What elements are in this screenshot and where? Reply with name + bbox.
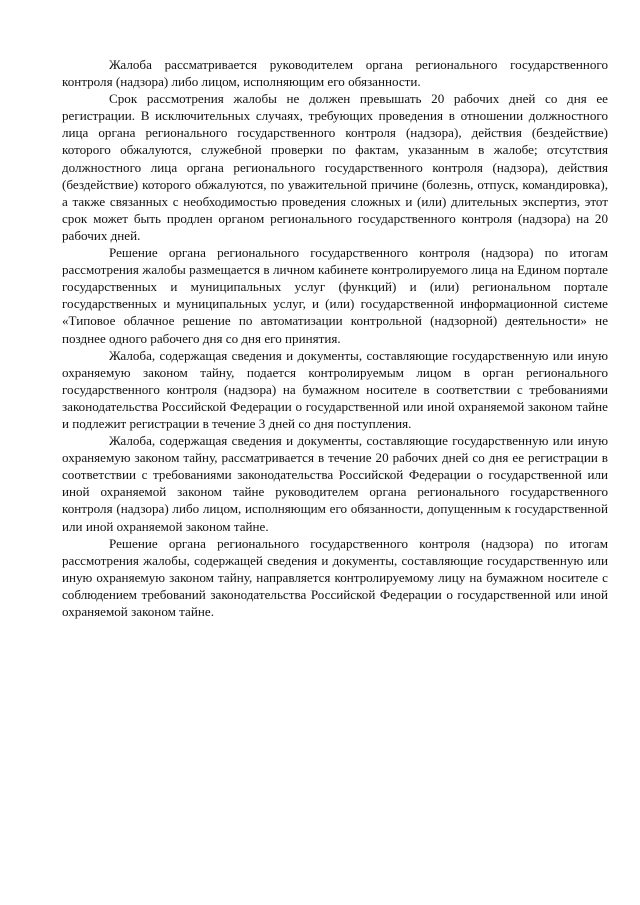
paragraph-secret-complaint-filing: Жалоба, содержащая сведения и документы, составляющие государственную или иную охраняемую законом тайну, подается контролируемым лицом в орган регионального государственного контроля (надзора) на бумажном носителе в соответствии с требованиями законодательства Российской Федерации о государственной или иной охраняемой законом тайне и подлежит регистрации в течение 3 дней со дня поступления. [62,347,608,431]
paragraph-decision-publication: Решение органа регионального государственного контроля (надзора) по итогам рассмотрения жалобы размещается в личном кабинете контролируемого лица на Едином портале государственных и муниципальных услуг (функций) и (или) региональном портале государственных и муниципальных услуг, и (или) государственной информационной системе «Типовое облачное решение по автоматизации контрольной (надзорной) деятельности» не позднее одного рабочего дня со дня его принятия. [62,245,608,346]
paragraph-review-period: Срок рассмотрения жалобы не должен превышать 20 рабочих дней со дня ее регистрации. В исключительных случаях, требующих проведения в отношении должностного лица органа регионального государственного контроля (надзора), действия (бездействие) которого обжалуются, служебной проверки по фактам, указанным в жалобе; отсутствия должностного лица органа регионального государственного контроля (надзора), действия (бездействие) которого обжалуются, по уважительной причине (болезнь, отпуск, командировка), а также связанных с необходимостью проведения сложных и (или) длительных экспертиз, этот срок может быть продлен органом регионального государственного контроля (надзора) на 20 рабочих дней. [62,91,608,243]
paragraph-secret-decision-delivery: Решение органа регионального государственного контроля (надзора) по итогам рассмотрения жалобы, содержащей сведения и документы, составляющие государственную или иную охраняемую законом тайну, направляется контролируемому лицу на бумажном носителе с соблюдением требований законодательства Российской Федерации о государственной или иной охраняемой законом тайне. [62,535,608,619]
paragraph-secret-complaint-review: Жалоба, содержащая сведения и документы, составляющие государственную или иную охраняемую законом тайну, рассматривается в течение 20 рабочих дней со дня ее регистрации в соответствии с требованиями законодательства Российской Федерации о государственной или иной охраняемой законом тайне руководителем органа регионального государственного контроля (надзора) либо лицом, исполняющим его обязанности, допущенным к государственной или иной охраняемой законом тайне. [62,433,608,534]
document-page [62,56,608,620]
paragraph-complaint-reviewer: Жалоба рассматривается руководителем органа регионального государственного контроля (надзора) либо лицом, исполняющим его обязанности. [62,57,608,90]
